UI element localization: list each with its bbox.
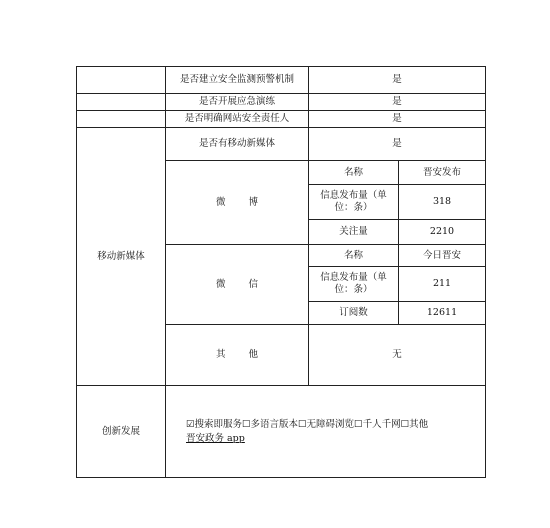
drill-label: 是否开展应急演练 (166, 94, 309, 111)
weibo-label: 微 博 (166, 161, 309, 245)
weibo-name-value: 晋安发布 (399, 161, 486, 185)
row-has-media (77, 128, 486, 161)
wechat-name-label: 名称 (309, 245, 399, 267)
innovation-other-text: 晋安政务 app (186, 432, 245, 444)
has-media-label: 是否有移动新媒体 (166, 128, 309, 161)
weibo-posts-value: 318 (399, 185, 486, 220)
row-drill (77, 94, 486, 111)
innovation-section-label: 创新发展 (77, 386, 166, 478)
row-responsible (77, 111, 486, 128)
mobile-media-section-label: 移动新媒体 (77, 128, 166, 386)
wechat-name-value: 今日晋安 (399, 245, 486, 267)
row-monitoring (77, 67, 486, 94)
responsible-value: 是 (309, 111, 486, 128)
security-section-cell (77, 94, 166, 111)
weibo-followers-value: 2210 (399, 220, 486, 245)
monitoring-value: 是 (309, 67, 486, 94)
wechat-subscribers-value: 12611 (399, 302, 486, 325)
wechat-posts-label: 信息发布量（单位：条） (309, 267, 399, 302)
wechat-label: 微 信 (166, 245, 309, 325)
other-label: 其 他 (166, 325, 309, 386)
weibo-name-label: 名称 (309, 161, 399, 185)
weibo-followers-label: 关注量 (309, 220, 399, 245)
drill-value: 是 (309, 94, 486, 111)
responsible-label: 是否明确网站安全责任人 (166, 111, 309, 128)
other-value: 无 (309, 325, 486, 386)
innovation-options-cell (166, 386, 486, 478)
wechat-subscribers-label: 订阅数 (309, 302, 399, 325)
report-table (76, 66, 486, 478)
security-section-cell (77, 67, 166, 94)
innovation-options: ☑搜索即服务☐多语言版本☐无障碍浏览☐千人千网☐其他 (186, 418, 429, 430)
row-innovation (77, 386, 486, 478)
wechat-posts-value: 211 (399, 267, 486, 302)
has-media-value: 是 (309, 128, 486, 161)
security-section-cell (77, 111, 166, 128)
weibo-posts-label: 信息发布量（单位：条） (309, 185, 399, 220)
monitoring-label: 是否建立安全监测预警机制 (166, 67, 309, 94)
